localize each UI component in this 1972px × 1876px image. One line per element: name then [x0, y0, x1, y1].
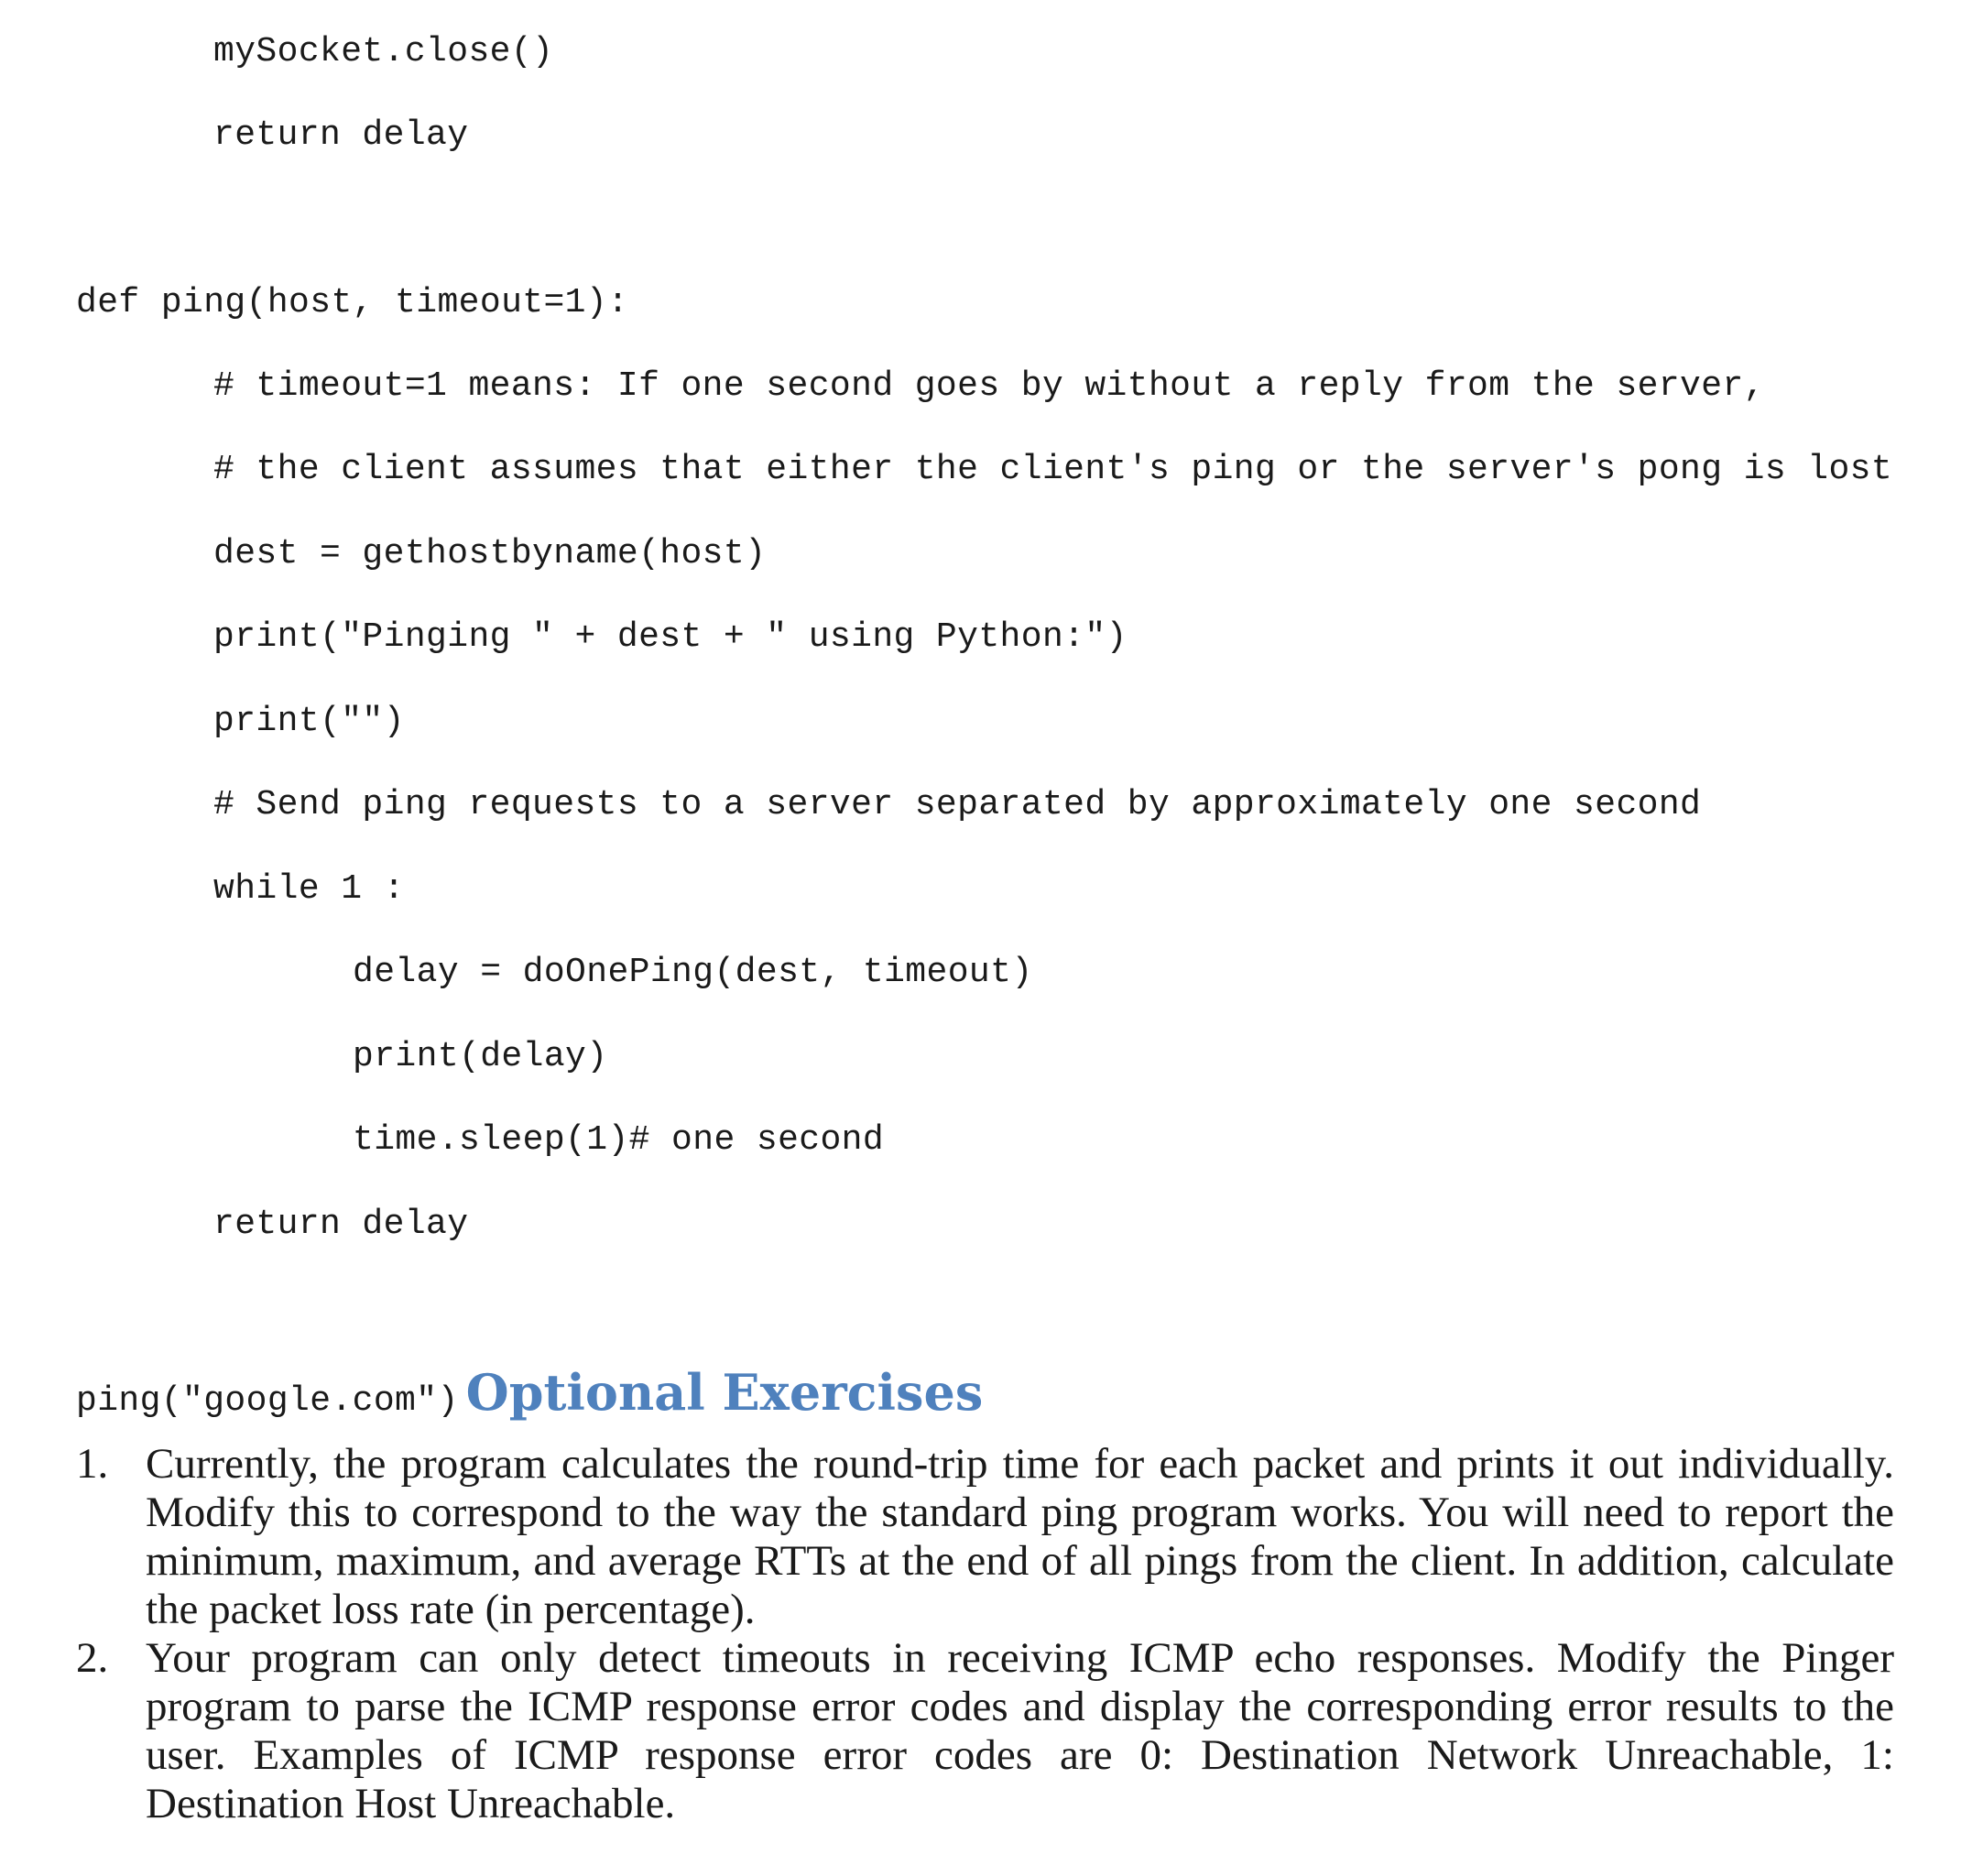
- exercise-list: [76, 1440, 1894, 1828]
- code-line-socket-close: mySocket.close(): [213, 32, 554, 71]
- code-line-print-empty: print(""): [213, 702, 405, 741]
- code-line-return-delay-2: return delay: [213, 1205, 469, 1244]
- list-item-number: 2.: [76, 1634, 109, 1682]
- code-line-print-pinging: print("Pinging " + dest + " using Python:"): [213, 617, 1128, 657]
- code-comment-send-requests: # Send ping requests to a server separated by approximately one second: [213, 785, 1702, 824]
- code-line-while: while 1 :: [213, 869, 405, 909]
- code-line-return-delay: return delay: [213, 115, 469, 155]
- list-item-number: 1.: [76, 1440, 109, 1488]
- code-line-def-ping: def ping(host, timeout=1):: [76, 283, 629, 322]
- code-line-print-delay: print(delay): [353, 1037, 608, 1076]
- list-item: [76, 1634, 1894, 1828]
- list-item-text: Your program can only detect timeouts in receiving ICMP echo responses. Modify the Pinger program to parse the ICMP response error codes and display the corresponding error results to the user. Examples of ICMP response error codes are 0: Destination Network Unreachable, 1: Destination Host Unreachable.: [146, 1634, 1894, 1827]
- list-item-text: Currently, the program calculates the round-trip time for each packet and prints it out individually. Modify this to correspond to the way the standard ping program works. You will need to report the minimum, maximum, and average RTTs at the end of all pings from the client. In addition, calculate the packet loss rate (in percentage).: [146, 1440, 1894, 1633]
- code-line-ping-call: ping("google.com"): [76, 1381, 459, 1421]
- section-heading-row: [76, 1363, 983, 1436]
- code-line-dest: dest = gethostbyname(host): [213, 534, 767, 573]
- code-comment-client-assumes: # the client assumes that either the client's ping or the server's pong is lost: [213, 450, 1893, 489]
- section-title: Optional Exercises: [465, 1363, 984, 1422]
- code-comment-timeout: # timeout=1 means: If one second goes by without a reply from the server,: [213, 366, 1765, 406]
- code-line-delay-assign: delay = doOnePing(dest, timeout): [353, 953, 1033, 992]
- list-item: [76, 1440, 1894, 1634]
- code-line-sleep: time.sleep(1)# one second: [353, 1120, 885, 1160]
